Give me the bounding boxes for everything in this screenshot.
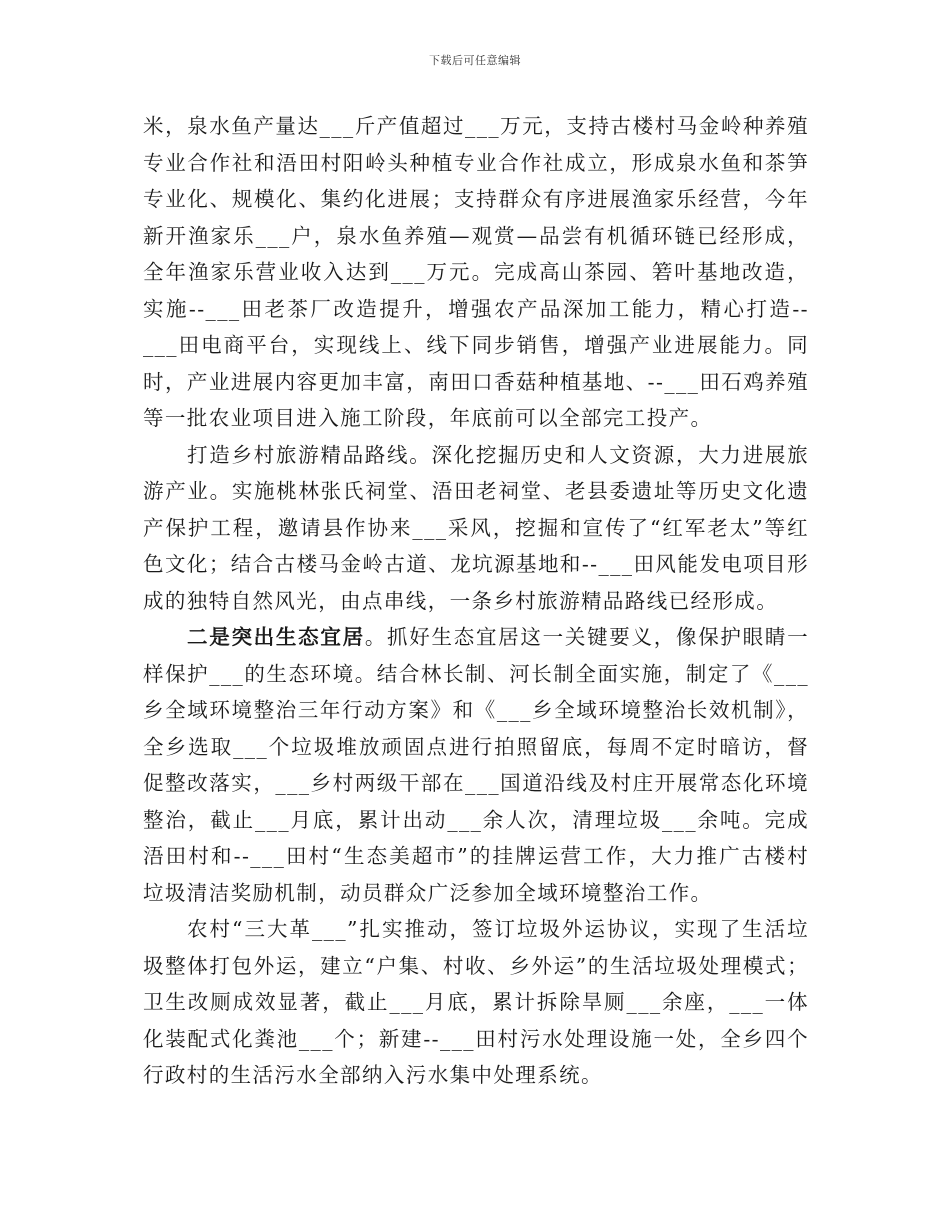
document-body <box>143 108 809 1094</box>
paragraph-industry-development <box>143 108 809 437</box>
paragraph-text: 。抓好生态宜居这一关键要义，像保护眼睛一样保护___的生态环境。结合林长制、河长制全面实施，制定了《___乡全域环境整治三年行动方案》和《___乡全域环境整治长效机制》，全乡选取___个垃圾堆放顽固点进行拍照留底，每周不定时暗访，督促整改落实，___乡村两级干部在___国道沿线及村庄开展常态化环境整治，截止___月底，累计出动___余人次，清理垃圾___余吨。完成浯田村和--___田村“生态美超市”的挂牌运营工作，大力推广古楼村垃圾清洁奖励机制，动员群众广泛参加全域环境整治工作。 <box>143 625 810 905</box>
paragraph-lead-heading: 二是突出生态宜居 <box>187 625 365 649</box>
paragraph-ecological-livability <box>143 619 809 911</box>
paragraph-rural-tourism <box>143 437 809 620</box>
paragraph-rural-revolutions <box>143 911 809 1094</box>
page-header: 下载后可任意编辑 <box>429 54 521 67</box>
paragraph-text: 农村“三大革___”扎实推动，签订垃圾外运协议，实现了生活垃圾整体打包外运，建立“户集、村收、乡外运”的生活垃圾处理模式；卫生改厕成效显著，截止___月底，累计拆除旱厕___余座，___一体化装配式化粪池___个；新建--___田村污水处理设施一处，全乡四个行政村的生活污水全部纳入污水集中处理系统。 <box>143 917 809 1087</box>
paragraph-text: 米，泉水鱼产量达___斤产值超过___万元，支持古楼村马金岭种养殖专业合作社和浯田村阳岭头种植专业合作社成立，形成泉水鱼和茶笋专业化、规模化、集约化进展；支持群众有序进展渔家乐经营，今年新开渔家乐___户，泉水鱼养殖—观赏—品尝有机循环链已经形成，全年渔家乐营业收入达到___万元。完成高山茶园、箬叶基地改造，实施--___田老茶厂改造提升，增强农产品深加工能力，精心打造--___田电商平台，实现线上、线下同步销售，增强产业进展能力。同时，产业进展内容更加丰富，南田口香菇种植基地、--___田石鸡养殖等一批农业项目进入施工阶段，年底前可以全部完工投产。 <box>143 114 809 430</box>
paragraph-text: 打造乡村旅游精品路线。深化挖掘历史和人文资源，大力进展旅游产业。实施桃林张氏祠堂、浯田老祠堂、老县委遗址等历史文化遗产保护工程，邀请县作协来___采风，挖掘和宣传了“红军老太”等红色文化；结合古楼马金岭古道、龙坑源基地和--___田风能发电项目形成的独特自然风光，由点串线，一条乡村旅游精品路线已经形成。 <box>143 442 809 613</box>
